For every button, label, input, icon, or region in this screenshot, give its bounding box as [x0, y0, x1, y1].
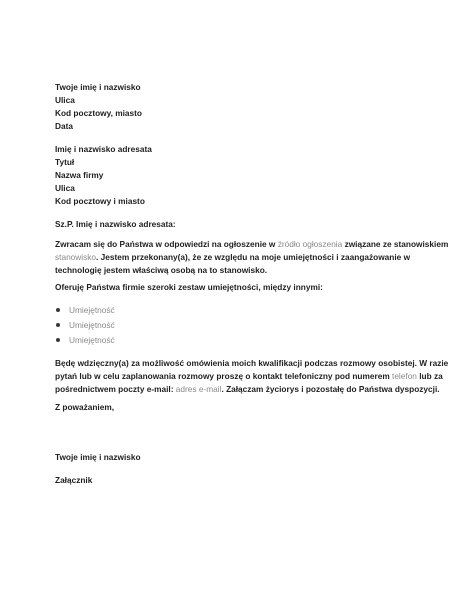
skills-list: [55, 303, 415, 348]
enclosure: [55, 474, 415, 487]
sender-block: [55, 81, 415, 133]
enclosure-text: Załącznik: [55, 475, 93, 485]
salutation-text: Sz.P. Imię i nazwisko adresata:: [55, 219, 176, 229]
paragraph-contact-text-2: pytań lub w celu zaplanowania rozmowy proszę o kontakt telefoniczny pod numerem: [55, 371, 393, 381]
paragraph-contact-text-4: pośrednictwem poczty e-mail:: [55, 384, 176, 394]
list-item: [55, 333, 415, 348]
paragraph-intro-line-2: [55, 251, 415, 264]
position-placeholder[interactable]: stanowisko: [55, 252, 97, 262]
paragraph-intro-text-2: związane ze stanowiskiem: [342, 239, 449, 249]
recipient-street: Ulica: [55, 183, 75, 193]
bullet-icon: [56, 323, 60, 327]
recipient-name: Imię i nazwisko adresata: [55, 144, 152, 154]
list-item: [55, 303, 415, 318]
signature-name: Twoje imię i nazwisko: [55, 452, 141, 462]
sender-street: Ulica: [55, 95, 75, 105]
letter-date: Data: [55, 121, 73, 131]
signature: [55, 451, 415, 464]
paragraph-contact-text-5: . Załączam życiorys i pozostałę do Państwa dyspozycji.: [221, 384, 440, 394]
paragraph-skills-text: Oferuję Państwa firmie szeroki zestaw umiejętności, między innymi:: [55, 282, 323, 292]
recipient-block: [55, 143, 415, 208]
recipient-company: Nazwa firmy: [55, 170, 104, 180]
paragraph-intro-text-1: Zwracam się do Państwa w odpowiedzi na ogłoszenie w: [55, 239, 278, 249]
closing-text: Z poważaniem,: [55, 402, 115, 412]
list-item: [55, 318, 415, 333]
paragraph-contact: [55, 357, 449, 396]
paragraph-intro-line-1: [55, 238, 449, 251]
salutation: [55, 218, 415, 231]
phone-placeholder[interactable]: telefon: [392, 371, 417, 381]
skill-placeholder[interactable]: Umiejętność: [69, 305, 115, 315]
recipient-title: Tytuł: [55, 157, 75, 167]
paragraph-intro-line-3: technologię jestem właściwą osobą na to stanowisko.: [55, 265, 268, 275]
paragraph-contact-line-2: [55, 370, 443, 383]
skill-placeholder[interactable]: Umiejętność: [69, 320, 115, 330]
sender-postal-city: Kod pocztowy, miasto: [55, 108, 142, 118]
sender-name: Twoje imię i nazwisko: [55, 82, 141, 92]
bullet-icon: [56, 308, 60, 312]
recipient-postal-city: Kod pocztowy i miasto: [55, 196, 145, 206]
paragraph-contact-line-3: [55, 383, 440, 396]
paragraph-skills-intro: [55, 281, 415, 294]
bullet-icon: [56, 338, 60, 342]
skill-placeholder[interactable]: Umiejętność: [69, 335, 115, 345]
skills-list-block: [55, 303, 415, 348]
paragraph-intro-text-3: . Jestem przekonany(a), że ze względu na moje umiejętności i zaangażowanie w: [96, 252, 411, 262]
paragraph-contact-text-3: lub za: [416, 371, 443, 381]
closing: [55, 401, 415, 414]
email-placeholder[interactable]: adres e-mail: [175, 384, 222, 394]
paragraph-contact-line-1: Będę wdzięczny(a) za możliwość omówienia moich kwalifikacji podczas rozmowy osobistej. W razie: [55, 358, 449, 368]
paragraph-intro: [55, 238, 449, 277]
source-placeholder[interactable]: źródło ogłoszenia: [277, 239, 343, 249]
